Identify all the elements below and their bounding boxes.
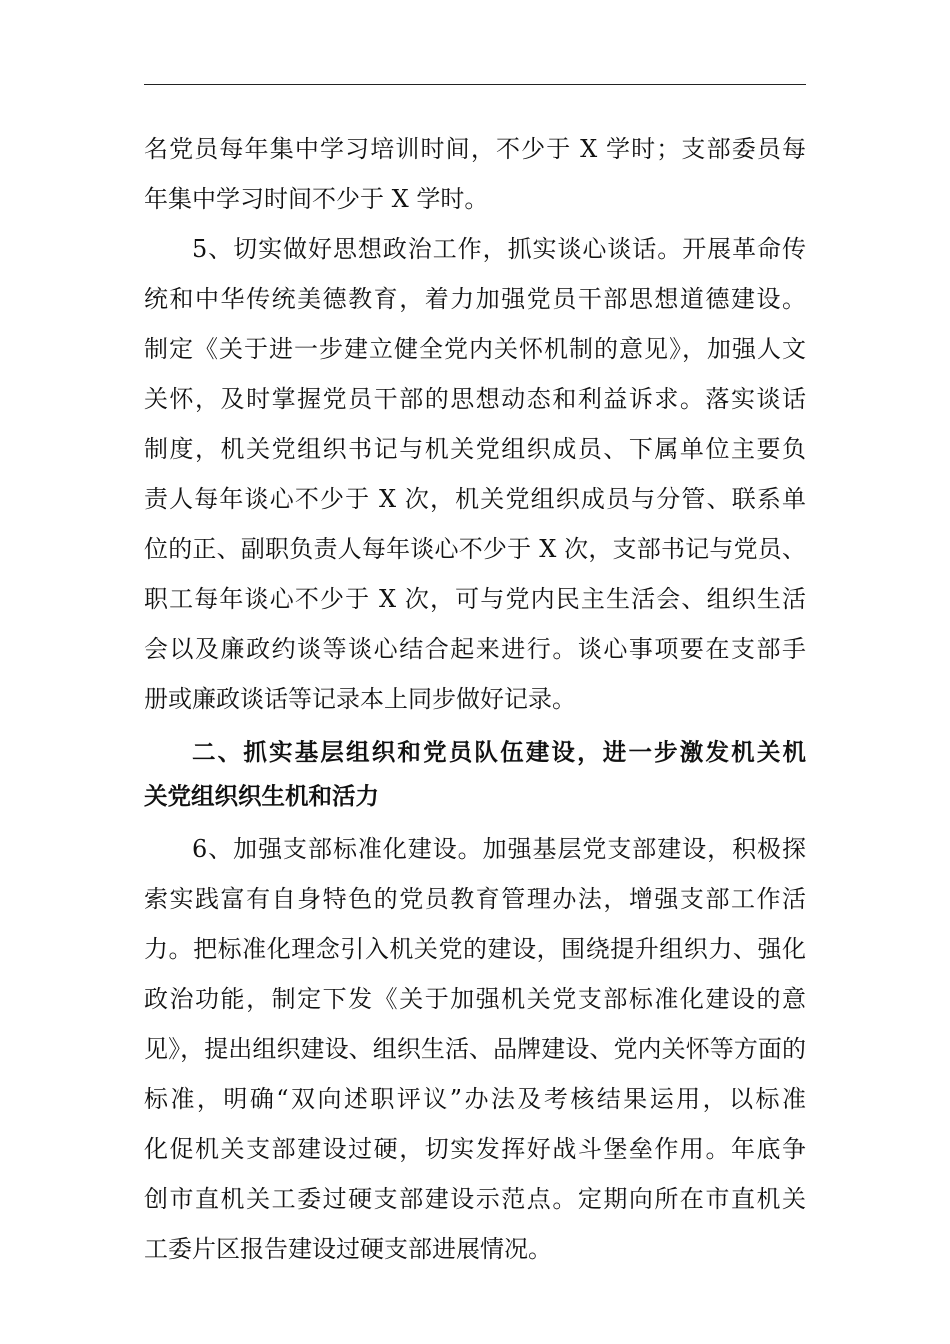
text-line: 关怀，及时掌握党员干部的思想动态和利益诉求。落实谈话 — [144, 385, 806, 413]
text-line: 索实践富有自身特色的党员教育管理办法，增强支部工作活 — [144, 885, 806, 913]
text-line: 6、加强支部标准化建设。加强基层党支部建设，积极探 — [192, 835, 806, 863]
text-line: 会以及廉政约谈等谈心结合起来进行。谈心事项要在支部手 — [144, 635, 806, 663]
text-line: 创市直机关工委过硬支部建设示范点。定期向所在市直机关 — [144, 1185, 806, 1213]
text-line: 位的正、副职负责人每年谈心不少于 X 次，支部书记与党员、 — [144, 535, 806, 563]
text-line: 制定《关于进一步建立健全党内关怀机制的意见》，加强人文 — [144, 335, 806, 363]
text-line: 名党员每年集中学习培训时间，不少于 X 学时；支部委员每 — [144, 135, 806, 163]
text-line: 力。把标准化理念引入机关党的建设，围绕提升组织力、强化 — [144, 935, 806, 963]
heading-line: 二、抓实基层组织和党员队伍建设，进一步激发机关机 — [192, 738, 806, 766]
text-line: 标准，明确“双向述职评议”办法及考核结果运用，以标准 — [144, 1085, 806, 1113]
document-body — [144, 124, 806, 1274]
header-rule — [144, 84, 806, 85]
text-line: 册或廉政谈话等记录本上同步做好记录。 — [144, 685, 576, 713]
text-line: 制度，机关党组织书记与机关党组织成员、下属单位主要负 — [144, 435, 806, 463]
text-line: 见》，提出组织建设、组织生活、品牌建设、党内关怀等方面的 — [144, 1035, 806, 1063]
text-line: 5、切实做好思想政治工作，抓实谈心谈话。开展革命传 — [192, 235, 806, 263]
text-line: 化促机关支部建设过硬，切实发挥好战斗堡垒作用。年底争 — [144, 1135, 806, 1163]
text-line: 责人每年谈心不少于 X 次，机关党组织成员与分管、联系单 — [144, 485, 806, 513]
paragraph-item-5 — [144, 224, 806, 724]
text-line: 政治功能，制定下发《关于加强机关党支部标准化建设的意 — [144, 985, 806, 1013]
text-line: 工委片区报告建设过硬支部进展情况。 — [144, 1235, 552, 1263]
text-line: 年集中学习时间不少于 X 学时。 — [144, 185, 489, 213]
paragraph-item-6 — [144, 824, 806, 1274]
paragraph-continuation — [144, 124, 806, 224]
text-line: 统和中华传统美德教育，着力加强党员干部思想道德建设。 — [144, 285, 806, 313]
heading-line: 关党组织织生机和活力 — [144, 782, 379, 810]
text-line: 职工每年谈心不少于 X 次，可与党内民主生活会、组织生活 — [144, 585, 806, 613]
section-heading — [144, 730, 806, 818]
